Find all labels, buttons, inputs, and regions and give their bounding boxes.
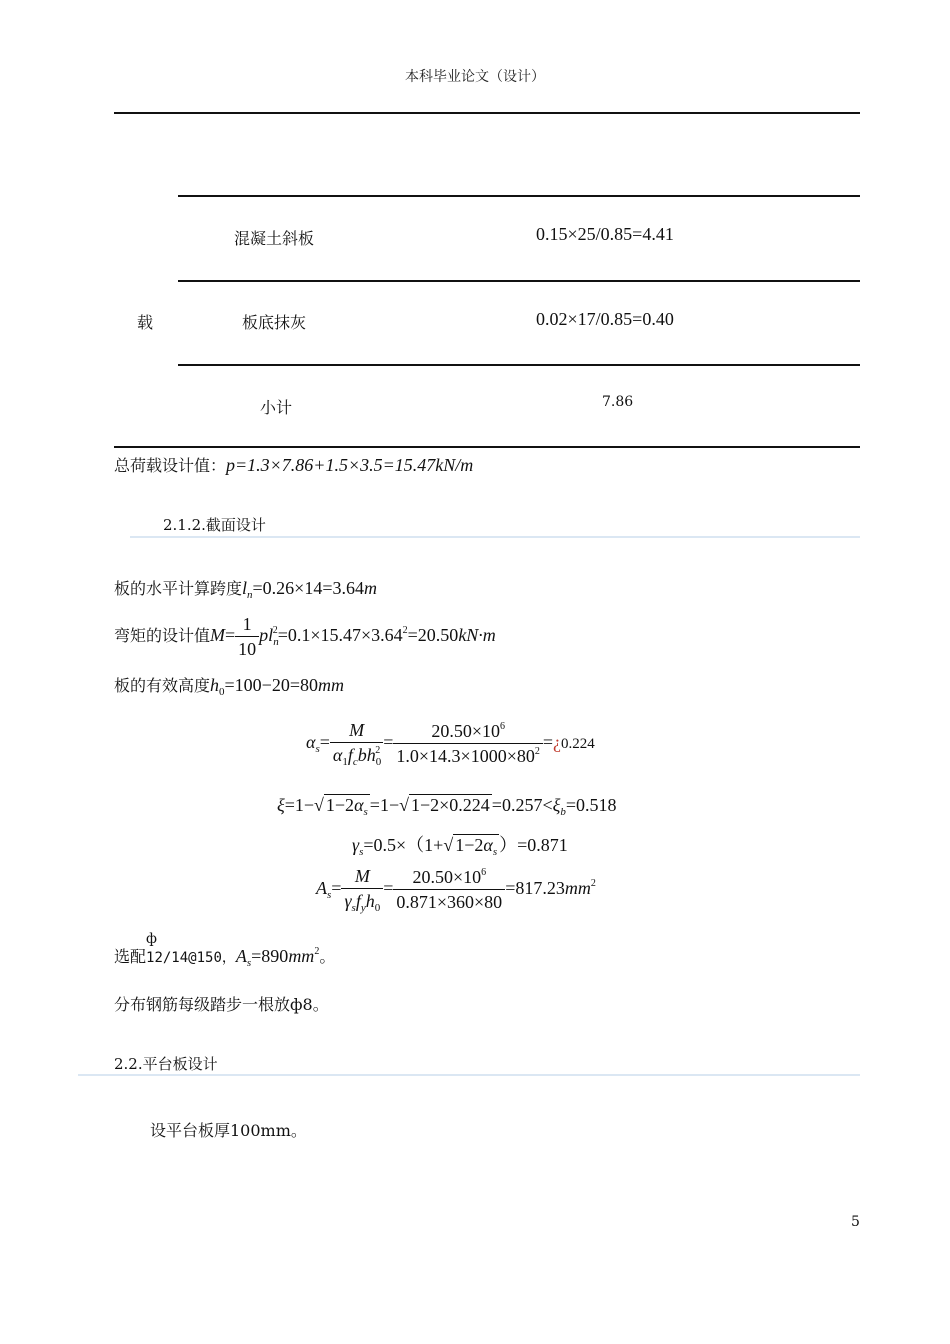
section-heading: 2.2.平台板设计 — [114, 1055, 218, 1073]
table-row-name: 板底抹灰 — [242, 313, 307, 332]
xi-equation: ξ=1−√ $1-2\alpha_s =1-√$ $1-2\times 0.224 =0.257<\xi_b=0.518$ — [277, 795, 617, 818]
total-load-line — [114, 453, 473, 476]
distribution-line: 分布钢筋每级踏步一根放ф8。 — [114, 995, 329, 1014]
total-load-label: 总荷载设计值： — [114, 456, 227, 475]
page-number: 5 — [851, 1214, 860, 1230]
moment-line: 弯矩的设计值M= $\frac{1}{10}$ $pl_n^2=0.1\times 15.47\times 3.64^2=20.50kN\cdot m$ — [114, 614, 496, 659]
as-equation: $A_s=$ $\frac{M}{\gamma_sf_yh_0}$ = $\frac{20.50\times 10^6}{0.871\times 360\times 80}$ $=817.23mm^2$ — [316, 866, 596, 914]
section-underline — [130, 536, 860, 538]
section-heading: 2.1.2.截面设计 — [163, 516, 266, 534]
span-line: 板的水平计算跨度$l_n=0.26\times 14=3.64m$ — [114, 578, 377, 601]
page-header: 本科毕业论文（设计） — [405, 69, 545, 85]
table-row-expression: 0.02×17/0.85=0.40 — [536, 309, 674, 329]
section-underline — [78, 1074, 860, 1076]
selection-line: 选配 ф 12/14@150，$A_s=890mm^2$。 — [114, 931, 336, 969]
table-subtotal-label: 小计 — [260, 398, 293, 417]
gamma-equation: $\gamma_s=0.5\times(1+√$ $1-2\alpha_s$ ）=0.871 — [352, 835, 568, 858]
total-load-formula: p=1.3×7.86+1.5×3.5=15.47 — [226, 455, 436, 475]
platform-text: 设平台板厚100mm。 — [150, 1121, 307, 1140]
total-load-unit: kN/m — [435, 455, 474, 475]
table-rule-bottom — [114, 446, 860, 448]
table-subtotal-value: 7.86 — [602, 394, 634, 410]
table-row-expression: 0.15×25/0.85=4.41 — [536, 224, 674, 244]
header-rule — [114, 112, 860, 114]
table-group-label: 载 — [137, 313, 154, 332]
table-row-name: 混凝土斜板 — [234, 229, 315, 248]
table-rule-top — [178, 195, 860, 197]
table-rule — [178, 364, 860, 366]
table-rule — [178, 280, 860, 282]
eff-height-line: 板的有效高度$h_0=100-20=80mm$ — [114, 675, 344, 698]
alpha-equation: $\alpha_s=$ $\frac{M}{\alpha_1f_cbh_0^2}$ = $\frac{20.50\times 10^6}{1.0\times 14.3\times 1000\times 80^2}$ =¿0.224 — [306, 720, 595, 768]
